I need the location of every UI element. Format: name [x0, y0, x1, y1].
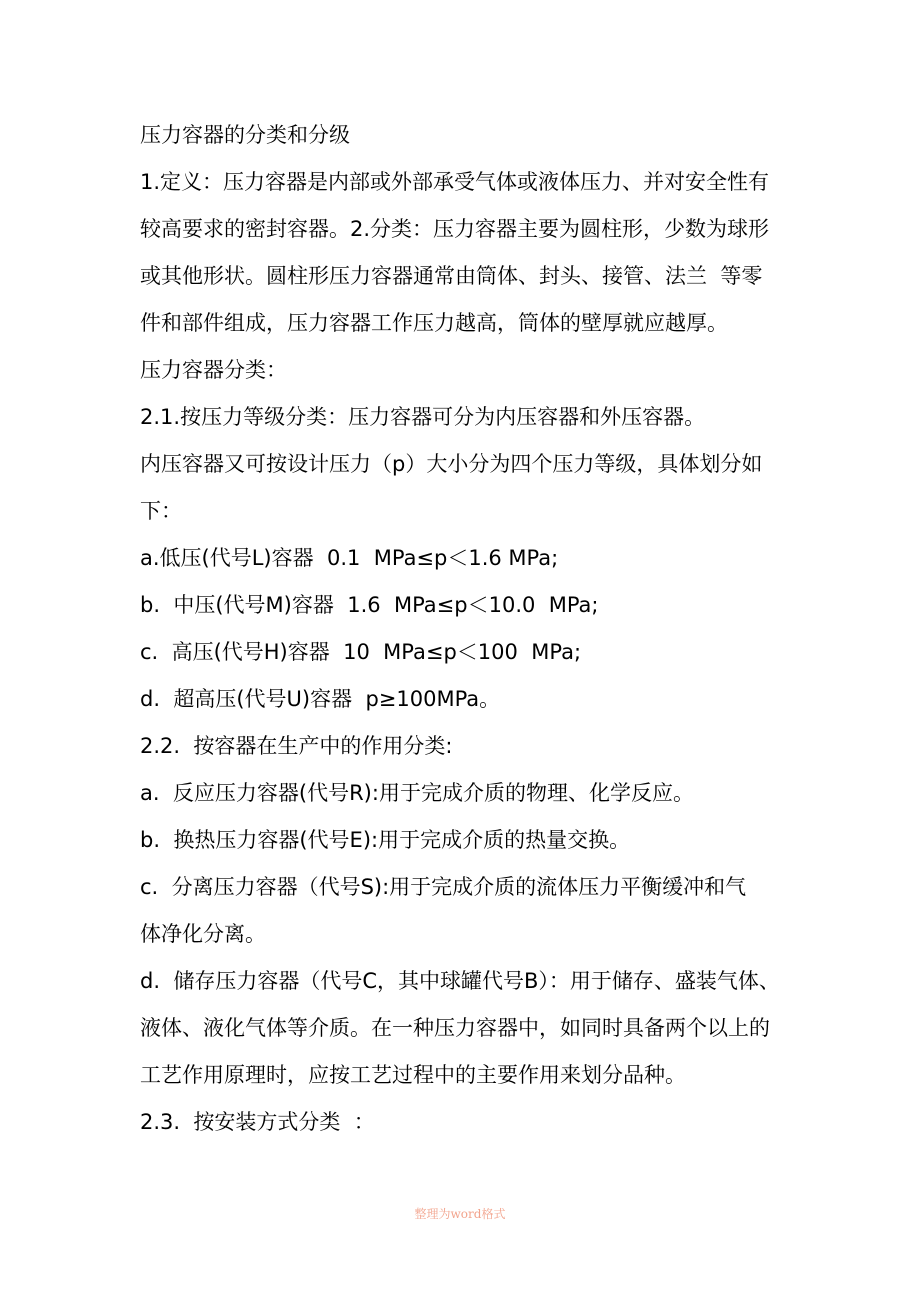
list-item: b. 换热压力容器(代号E):用于完成介质的热量交换。: [140, 828, 631, 852]
paragraph-line: 或其他形状。圆柱形压力容器通常由筒体、封头、接管、法兰 等零: [140, 264, 763, 288]
list-item-continuation: 液体、液化气体等介质。在一种压力容器中，如同时具备两个以上的: [140, 1016, 770, 1040]
list-item: a.低压(代号L)容器 0.1 MPa≤p＜1.6 MPa;: [140, 546, 559, 570]
section-heading: 2.3. 按安装方式分类 ：: [140, 1110, 375, 1134]
section-heading: 压力容器分类：: [140, 358, 287, 382]
document-title: 压力容器的分类和分级: [140, 123, 350, 147]
list-item: d. 超高压(代号U)容器 p≥100MPa。: [140, 687, 501, 711]
paragraph-line: 较高要求的密封容器。2.分类：压力容器主要为圆柱形，少数为球形: [140, 217, 770, 241]
list-item: c. 高压(代号H)容器 10 MPa≤p＜100 MPa;: [140, 640, 582, 664]
list-item-continuation: 体净化分离。: [140, 922, 266, 946]
list-item: b. 中压(代号M)容器 1.6 MPa≤p＜10.0 MPa;: [140, 593, 599, 617]
list-item: a. 反应压力容器(代号R):用于完成介质的物理、化学反应。: [140, 781, 694, 805]
list-item: d. 储存压力容器（代号C，其中球罐代号B）：用于储存、盛装气体、: [140, 969, 780, 993]
page-footer: 整理为word格式: [414, 1207, 506, 1221]
paragraph-line: 1.定义：压力容器是内部或外部承受气体或液体压力、并对安全性有: [140, 170, 770, 194]
paragraph-line: 下：: [140, 499, 182, 523]
section-heading: 2.1.按压力等级分类：压力容器可分为内压容器和外压容器。: [140, 405, 706, 429]
paragraph-line: 内压容器又可按设计压力（p）大小分为四个压力等级，具体划分如: [140, 452, 763, 476]
list-item: c. 分离压力容器（代号S):用于完成介质的流体压力平衡缓冲和气: [140, 875, 747, 899]
document-body: [140, 112, 785, 1146]
paragraph-line: 件和部件组成，压力容器工作压力越高，筒体的壁厚就应越厚。: [140, 311, 728, 335]
section-heading: 2.2. 按容器在生产中的作用分类:: [140, 734, 453, 758]
list-item-continuation: 工艺作用原理时，应按工艺过程中的主要作用来划分品种。: [140, 1063, 686, 1087]
